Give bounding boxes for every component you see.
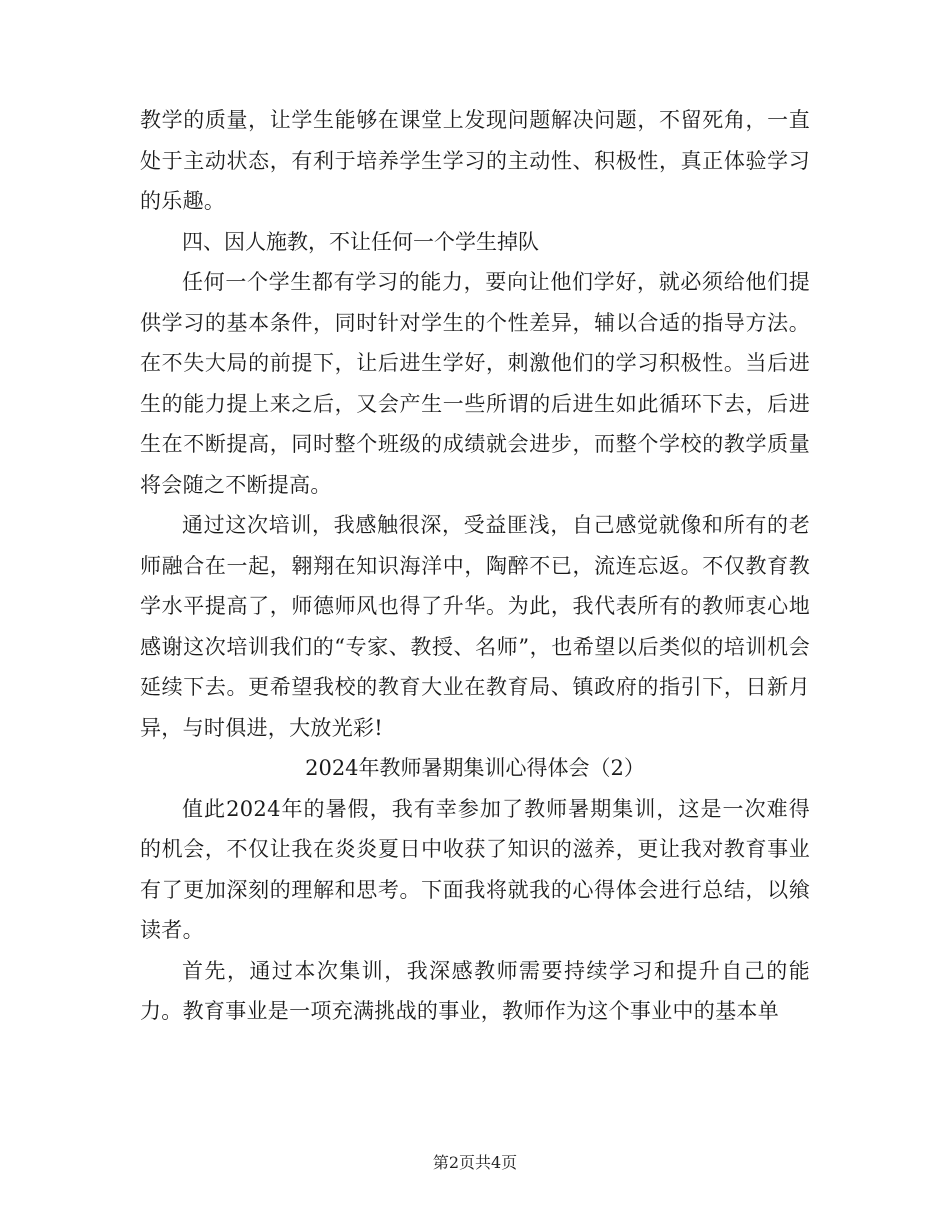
article-title: 2024年教师暑期集训心得体会（2） bbox=[305, 756, 645, 780]
section-heading: 四、因人施教，不让任何一个学生掉队 bbox=[182, 229, 539, 254]
paragraph: 通过这次培训，我感触很深，受益匪浅，自己感觉就像和所有的老师融合在一起，翱翔在知识海洋中，陶醉不已，流连忘返。不仅教育教学水平提高了，师德师风也得了升华。为此，我代表所有的教师衷心地感谢这次培训我们的“专家、教授、名师”，也希望以后类似的培训机会延续下去。更希望我校的教育大业在教育局、镇政府的指引下，日新月异，与时俱进，大放光彩! bbox=[140, 513, 810, 740]
page-number: 第2页共4页 bbox=[432, 1153, 518, 1172]
document-body bbox=[140, 100, 810, 1032]
paragraph: 首先，通过本次集训，我深感教师需要持续学习和提升自己的能力。教育事业是一项充满挑战的事业，教师作为这个事业中的基本单 bbox=[140, 958, 810, 1023]
paragraph-continuation: 教学的质量，让学生能够在课堂上发现问题解决问题，不留死角，一直处于主动状态，有利于培养学生学习的主动性、积极性，真正体验学习的乐趣。 bbox=[140, 108, 810, 213]
paragraph: 任何一个学生都有学习的能力，要向让他们学好，就必须给他们提供学习的基本条件，同时针对学生的个性差异，辅以合适的指导方法。在不失大局的前提下，让后进生学好，刺激他们的学习积极性。当后进生的能力提上来之后，又会产生一些所谓的后进生如此循环下去，后进生在不断提高，同时整个班级的成绩就会进步，而整个学校的教学质量将会随之不断提高。 bbox=[140, 270, 810, 497]
paragraph: 值此2024年的暑假，我有幸参加了教师暑期集训，这是一次难得的机会，不仅让我在炎炎夏日中收获了知识的滋养，更让我对教育事业有了更加深刻的理解和思考。下面我将就我的心得体会进行总结，以飨读者。 bbox=[140, 796, 810, 942]
